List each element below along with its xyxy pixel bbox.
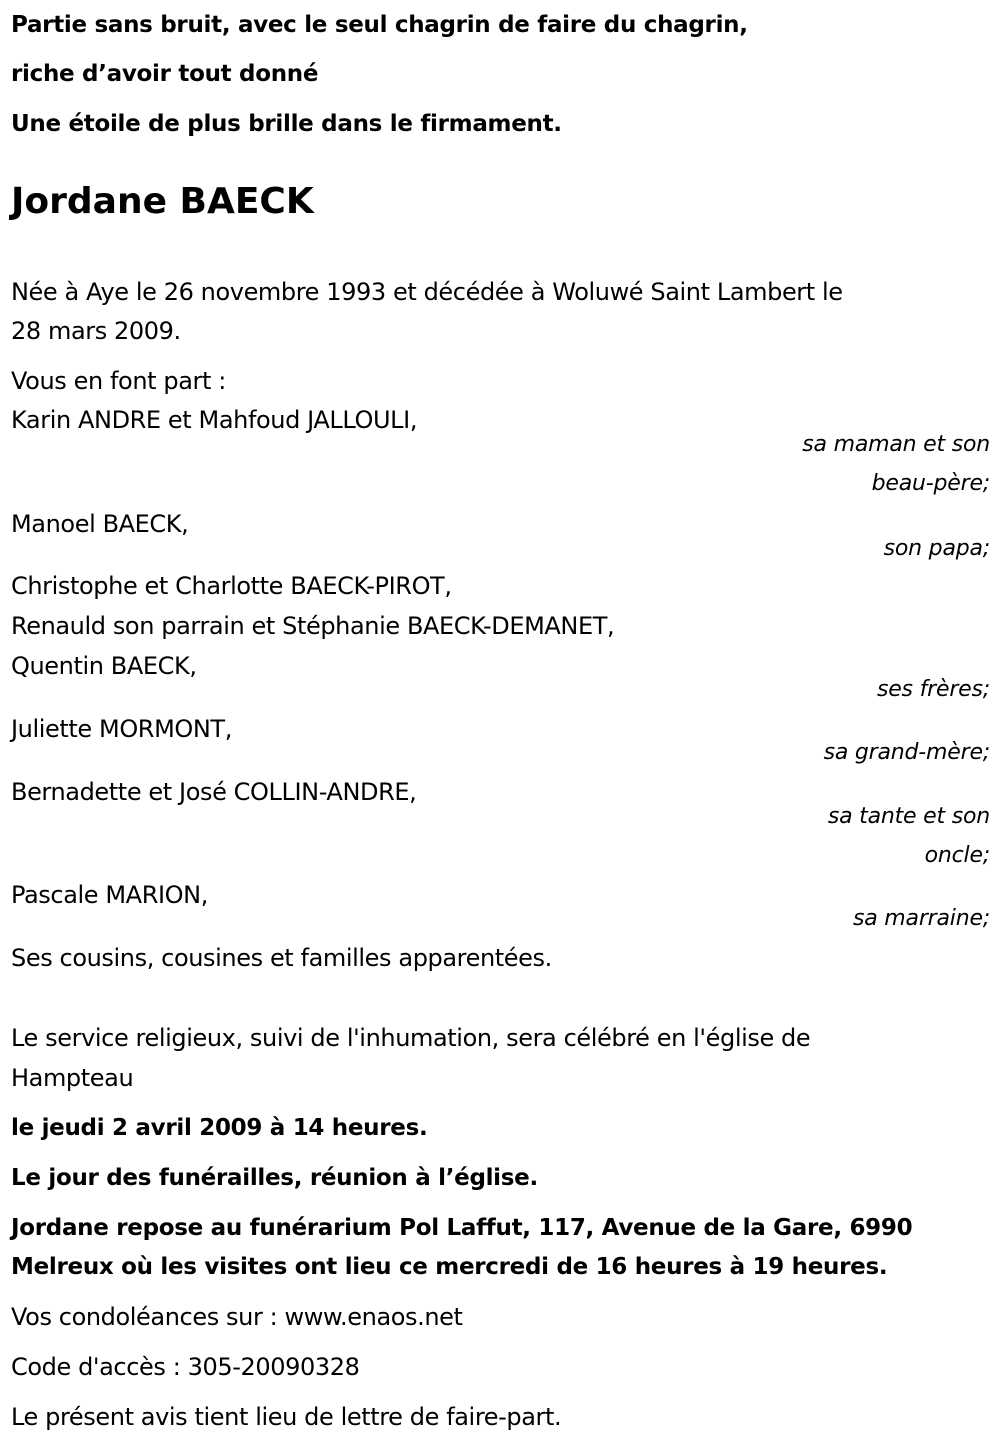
extended-family: Ses cousins, cousines et familles apparentées. — [11, 944, 552, 972]
announce-intro: Vous en font part : — [11, 367, 226, 395]
service-info: Le service religieux, suivi de l'inhumation, sera célébré en l'église de — [11, 1024, 811, 1052]
family-member: Christophe et Charlotte BAECK-PIROT, — [11, 572, 452, 600]
family-relation: son papa; — [883, 536, 990, 561]
family-relation: sa grand-mère; — [823, 740, 990, 765]
family-member: Renauld son parrain et Stéphanie BAECK-DEMANET, — [11, 612, 615, 640]
condolences-info: Vos condoléances sur : www.enaos.net — [11, 1303, 463, 1331]
family-relation: oncle; — [924, 843, 990, 868]
family-relation: ses frères; — [876, 677, 990, 702]
meeting-info: Le jour des funérailles, réunion à l’église. — [11, 1165, 538, 1191]
epitaph-line: Partie sans bruit, avec le seul chagrin de faire du chagrin, — [11, 12, 748, 38]
family-relation: sa marraine; — [852, 906, 990, 931]
family-member: Quentin BAECK, — [11, 652, 197, 680]
birth-death-line: Née à Aye le 26 novembre 1993 et décédée à Woluwé Saint Lambert le — [11, 278, 843, 306]
birth-death-line: 28 mars 2009. — [11, 317, 181, 345]
family-relation: sa tante et son — [827, 804, 990, 829]
family-member: Manoel BAECK, — [11, 510, 189, 538]
visitation-info: Melreux où les visites ont lieu ce mercredi de 16 heures à 19 heures. — [11, 1254, 888, 1280]
family-member: Bernadette et José COLLIN-ANDRE, — [11, 778, 417, 806]
access-code: Code d'accès : 305-20090328 — [11, 1353, 360, 1381]
deceased-name: Jordane BAECK — [11, 181, 314, 222]
epitaph-line: Une étoile de plus brille dans le firmament. — [11, 111, 562, 137]
family-member: Juliette MORMONT, — [11, 715, 232, 743]
family-relation: beau-père; — [871, 471, 990, 496]
family-member: Karin ANDRE et Mahfoud JALLOULI, — [11, 406, 418, 434]
visitation-info: Jordane repose au funérarium Pol Laffut, 117, Avenue de la Gare, 6990 — [11, 1215, 913, 1241]
family-relation: sa maman et son — [802, 432, 990, 457]
epitaph-line: riche d’avoir tout donné — [11, 61, 319, 87]
family-member: Pascale MARION, — [11, 881, 208, 909]
service-date: le jeudi 2 avril 2009 à 14 heures. — [11, 1115, 428, 1141]
closing-note: Le présent avis tient lieu de lettre de faire-part. — [11, 1403, 562, 1431]
service-info: Hampteau — [11, 1064, 134, 1092]
